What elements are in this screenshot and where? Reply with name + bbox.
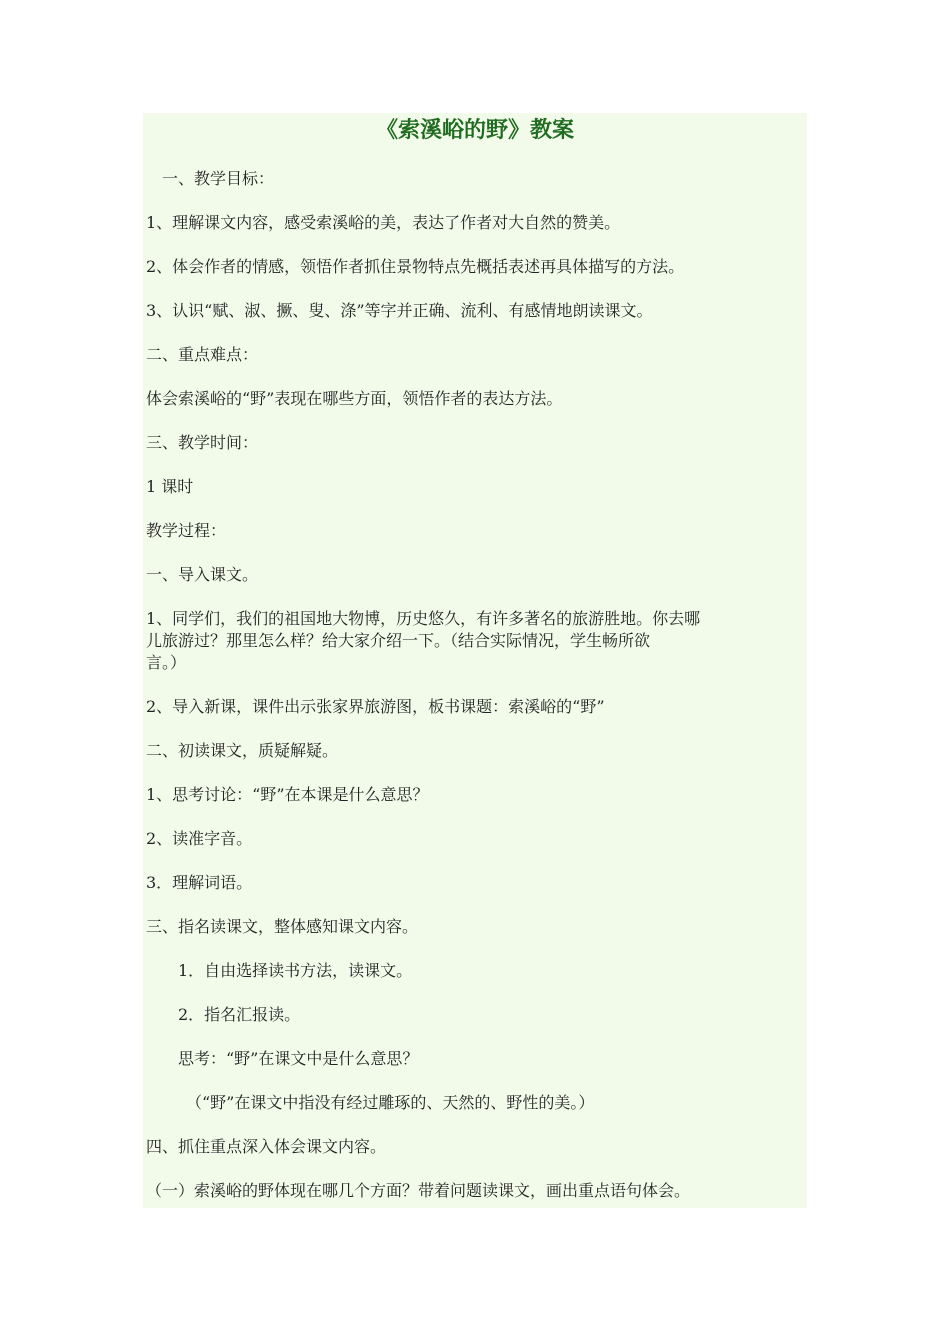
reading-aloud-item-2: 2．指名汇报读。 <box>146 1005 301 1024</box>
first-reading-item-1: 1、思考讨论：“野”在本课是什么意思？ <box>146 785 429 804</box>
first-reading-item-2: 2、读准字音。 <box>146 829 253 848</box>
goal-item-3: 3、认识“赋、淑、撅、叟、涤”等字并正确、流利、有感情地朗读课文。 <box>146 301 653 320</box>
goal-item-2: 2、体会作者的情感，领悟作者抓住景物特点先概括表述再具体描写的方法。 <box>146 257 685 276</box>
reading-aloud-question: 思考：“野”在课文中是什么意思？ <box>146 1049 419 1068</box>
process-heading: 教学过程： <box>146 521 227 540</box>
reading-aloud-answer: （“野”在课文中指没有经过雕琢的、天然的、野性的美。） <box>146 1093 595 1112</box>
reading-aloud-item-1: 1．自由选择读书方法，读课文。 <box>146 961 413 980</box>
step-heading-deep-study: 四、抓住重点深入体会课文内容。 <box>146 1137 387 1156</box>
key-points-text: 体会索溪峪的“野”表现在哪些方面，领悟作者的表达方法。 <box>146 389 563 408</box>
section-heading-key-points: 二、重点难点： <box>146 345 259 364</box>
intro-item-1-line-2: 儿旅游过？那里怎么样？给大家介绍一下。（结合实际情况，学生畅所欲 <box>146 631 651 650</box>
step-heading-intro: 一、导入课文。 <box>146 565 259 584</box>
step-heading-reading-aloud: 三、指名读课文，整体感知课文内容。 <box>146 917 419 936</box>
intro-item-1-line-1: 1、同学们，我们的祖国地大物博，历史悠久，有许多著名的旅游胜地。你去哪 <box>146 609 701 628</box>
time-text: 1 课时 <box>146 477 194 496</box>
document-title: 《索溪峪的野》教案 <box>375 118 574 143</box>
intro-item-1-line-3: 言。） <box>146 653 187 672</box>
intro-item-2: 2、导入新课，课件出示张家界旅游图，板书课题：索溪峪的“野” <box>146 697 605 716</box>
deep-study-item-1: （一）索溪峪的野体现在哪几个方面？带着问题读课文，画出重点语句体会。 <box>146 1181 691 1200</box>
step-heading-first-reading: 二、初读课文，质疑解疑。 <box>146 741 339 760</box>
first-reading-item-3: 3．理解词语。 <box>146 873 253 892</box>
section-heading-goals: 一、教学目标： <box>146 169 275 188</box>
goal-item-1: 1、理解课文内容，感受索溪峪的美，表达了作者对大自然的赞美。 <box>146 213 621 232</box>
section-heading-time: 三、教学时间： <box>146 433 259 452</box>
